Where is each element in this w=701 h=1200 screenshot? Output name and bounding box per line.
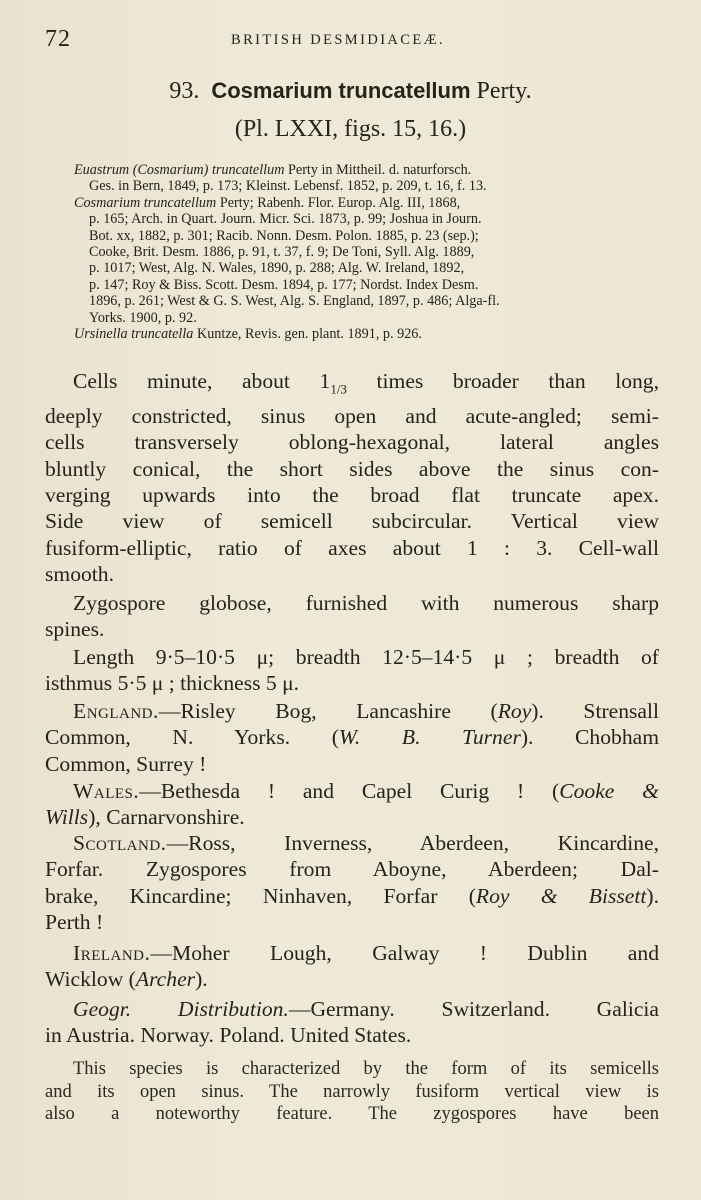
description-line: deeply constricted, sinus open and acute-angled; semi- xyxy=(45,403,659,428)
scotland-line: Perth ! xyxy=(45,910,104,935)
plate-reference: (Pl. LXXI, figs. 15, 16.) xyxy=(234,116,467,142)
england-line: Common, N. Yorks. (W. B. Turner). Chobham xyxy=(45,725,659,750)
description-line: smooth. xyxy=(45,562,114,587)
remarks-paragraph xyxy=(45,1058,659,1126)
synonym-text: Kuntze, Revis. gen. plant. 1891, p. 926. xyxy=(193,326,422,343)
synonym-name: Ursinella truncatella xyxy=(74,326,194,343)
synonym-text: Perty; Rabenh. Flor. Europ. Alg. III, 1868, xyxy=(216,194,461,211)
synonym-text: Cooke, Brit. Desm. 1886, p. 91, t. 37, f. 9; De Toni, Syll. Alg. 1889, xyxy=(89,244,475,261)
synonym-text: Yorks. 1900, p. 92. xyxy=(89,309,197,326)
synonym-text: p. 1017; West, Alg. N. Wales, 1890, p. 288; Alg. W. Ireland, 1892, xyxy=(89,260,465,277)
scotland-line: brake, Kincardine; Ninhaven, Forfar (Roy & Bissett). xyxy=(45,883,659,908)
geogr-label: Geogr. Distribution. xyxy=(73,997,289,1021)
england-paragraph xyxy=(45,698,659,777)
scotland-paragraph xyxy=(45,830,659,936)
ireland-paragraph xyxy=(45,940,659,993)
fraction: 1/3 xyxy=(330,381,347,397)
measurements-paragraph xyxy=(45,644,659,697)
england-line: England.—Risley Bog, Lancashire (Roy). Strensall xyxy=(73,699,660,723)
synonym-text: 1896, p. 261; West & G. S. West, Alg. S. England, 1897, p. 486; Alga-fl. xyxy=(89,293,500,310)
measurements-line: isthmus 5·5 μ ; thickness 5 μ. xyxy=(45,671,300,696)
species-name: Cosmarium truncatellum xyxy=(211,78,471,103)
region-label: England. xyxy=(73,699,159,723)
description-paragraph xyxy=(45,368,659,588)
synonym-text: Bot. xx, 1882, p. 301; Racib. Nonn. Desm. Polon. 1885, p. 23 (sep.); xyxy=(89,227,479,244)
description-line: Cells minute, about $1_{1/3}$ times broader than long, xyxy=(73,369,659,397)
description-line: verging upwards into the broad flat truncate apex. xyxy=(45,482,659,507)
synonym-line xyxy=(74,277,660,293)
region-label: Wales. xyxy=(73,779,140,803)
synonym-line xyxy=(74,326,660,342)
geographic-distribution-paragraph xyxy=(45,996,659,1049)
geogr-line: Geogr. Distribution.—Germany. Switzerland. Galicia xyxy=(73,997,659,1021)
synonym-name: Cosmarium truncatellum xyxy=(74,194,217,211)
synonym-line xyxy=(74,260,660,276)
description-line: cells transversely oblong-hexagonal, lateral angles xyxy=(45,430,659,455)
synonym-line xyxy=(74,244,660,260)
wales-paragraph xyxy=(45,778,659,831)
description-line: bluntly conical, the short sides above the sinus con- xyxy=(45,456,659,481)
page-number: 72 xyxy=(45,26,71,52)
species-author: Perty. xyxy=(476,78,532,104)
scotland-line: Forfar. Zygospores from Aboyne, Aberdeen; Dal- xyxy=(45,857,659,882)
description-line: Side view of semicell subcircular. Vertical view xyxy=(45,509,659,534)
remarks-line: and its open sinus. The narrowly fusiform vertical view is xyxy=(45,1081,659,1102)
region-label: Scotland. xyxy=(73,831,167,855)
scotland-line: Scotland.—Ross, Inverness, Aberdeen, Kincardine, xyxy=(73,831,659,855)
page-header xyxy=(45,26,655,56)
synonym-text: p. 147; Roy & Biss. Scott. Desm. 1894, p. 177; Nordst. Index Desm. xyxy=(89,276,479,293)
synonym-line xyxy=(74,293,660,309)
synonym-line xyxy=(74,228,660,244)
wales-line: Wales.—Bethesda ! and Capel Curig ! (Cooke & xyxy=(73,779,659,803)
synonym-text: Ges. in Bern, 1849, p. 173; Kleinst. Lebensf. 1852, p. 209, t. 16, f. 13. xyxy=(89,178,487,195)
wales-line: Wills), Carnarvonshire. xyxy=(45,805,245,830)
remarks-line: This species is characterized by the form of its semicells xyxy=(73,1059,659,1079)
england-line: Common, Surrey ! xyxy=(45,751,207,776)
remarks-line: also a noteworthy feature. The zygospores have been xyxy=(45,1104,659,1124)
region-label: Ireland. xyxy=(73,941,151,965)
synonym-line xyxy=(74,211,660,227)
zygospore-paragraph xyxy=(45,590,659,643)
synonym-text: Perty in Mittheil. d. naturforsch. xyxy=(284,162,472,178)
running-title: BRITISH DESMIDIACEÆ. xyxy=(231,32,445,48)
synonym-line xyxy=(74,310,660,326)
synonym-line xyxy=(74,195,660,211)
zygospore-line: Zygospore globose, furnished with numerous sharp xyxy=(73,591,659,615)
synonymy-block xyxy=(74,162,660,342)
description-line: fusiform-elliptic, ratio of axes about 1 : 3. Cell-wall xyxy=(45,535,659,560)
measurements-line: Length 9·5–10·5 μ; breadth 12·5–14·5 μ ; breadth of xyxy=(73,645,659,669)
zygospore-line: spines. xyxy=(45,617,105,642)
synonym-text: p. 165; Arch. in Quart. Journ. Micr. Sci. 1873, p. 99; Joshua in Journ. xyxy=(89,211,482,228)
geogr-line: in Austria. Norway. Poland. United States. xyxy=(45,1023,412,1048)
synonym-line xyxy=(74,162,660,178)
synonym-name: Euastrum (Cosmarium) truncatellum xyxy=(74,162,285,178)
species-number: 93. xyxy=(169,78,200,104)
ireland-line: Ireland.—Moher Lough, Galway ! Dublin and xyxy=(73,941,659,965)
synonym-line xyxy=(74,178,660,194)
ireland-line: Wicklow (Archer). xyxy=(45,967,208,992)
species-heading xyxy=(0,78,701,105)
